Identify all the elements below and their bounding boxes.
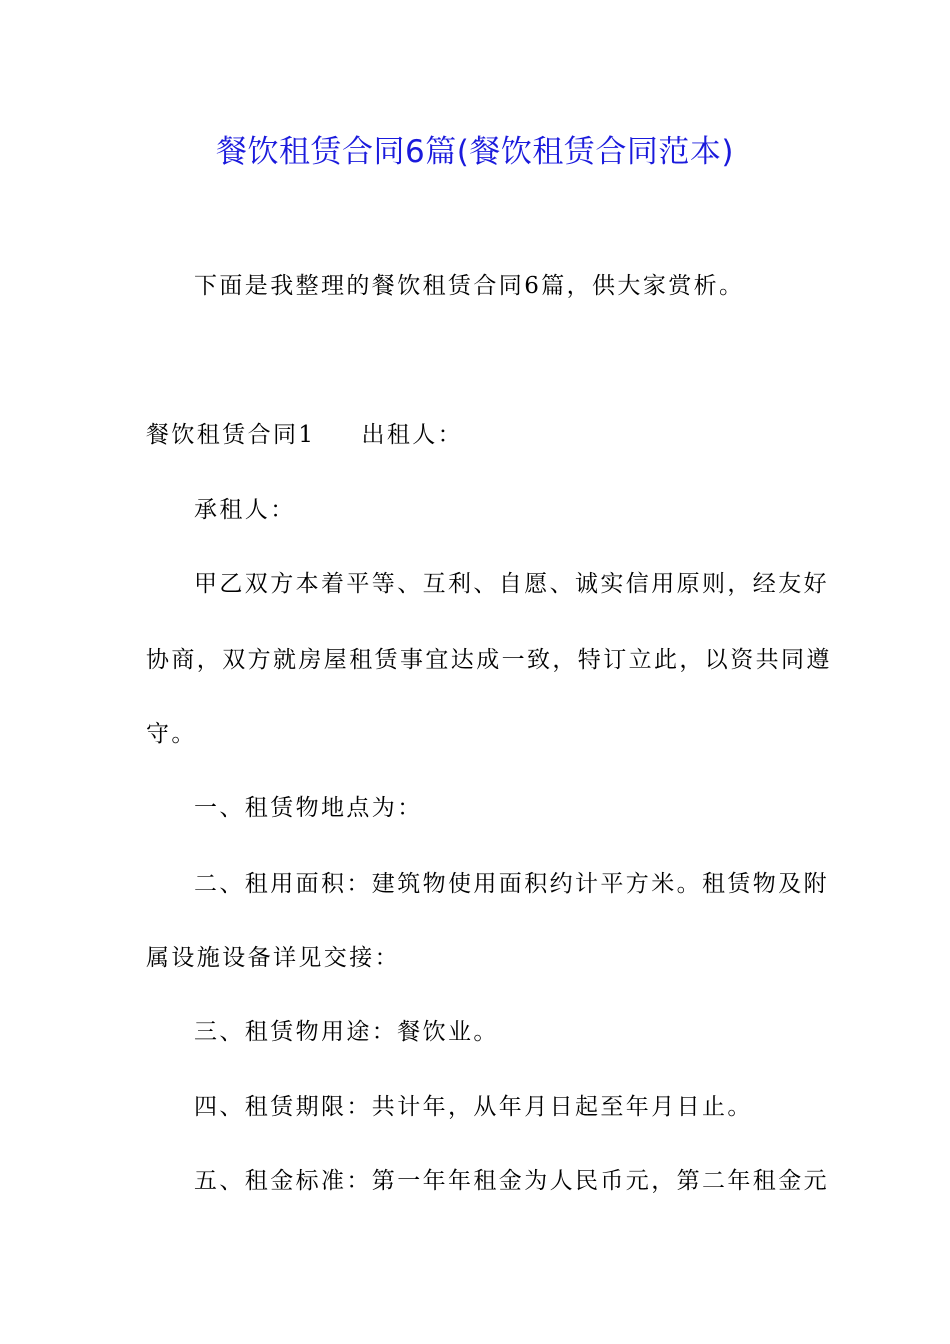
clause-2: 二、租用面积：建筑物使用面积约计平方米。租赁物及附 <box>194 871 829 897</box>
clause-3: 三、租赁物用途：餐饮业。 <box>194 1019 499 1045</box>
contract-heading-line <box>146 417 463 453</box>
paragraph-line: 甲乙双方本着平等、互利、自愿、诚实信用原则，经友好 <box>194 571 829 597</box>
clause-4: 四、租赁期限：共计年，从年月日起至年月日止。 <box>194 1094 753 1120</box>
clause-1: 一、租赁物地点为： <box>194 795 423 821</box>
paragraph-line: 守。 <box>146 721 197 747</box>
section-heading: 餐饮租赁合同1 <box>146 422 316 448</box>
intro-paragraph: 下面是我整理的餐饮租赁合同6篇，供大家赏析。 <box>194 273 745 299</box>
lessee-label: 承租人： <box>194 497 296 523</box>
lessor-label: 出租人： <box>361 422 464 448</box>
document-title: 餐饮租赁合同6篇(餐饮租赁合同范本) <box>216 134 734 170</box>
clause-2-continued: 属设施设备详见交接： <box>146 945 400 971</box>
clause-5: 五、租金标准：第一年年租金为人民币元，第二年租金元 <box>194 1168 829 1194</box>
paragraph-line: 协商，双方就房屋租赁事宜达成一致，特订立此，以资共同遵 <box>146 647 832 673</box>
